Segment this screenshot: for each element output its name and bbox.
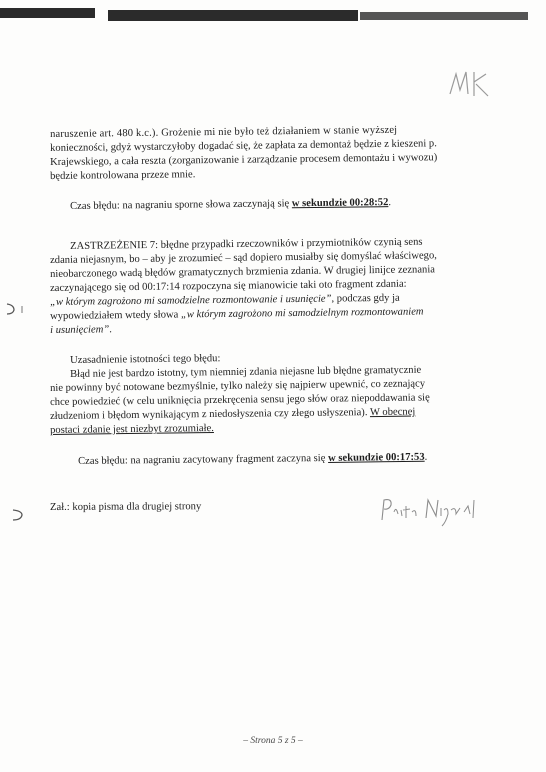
error-time-1-prefix: Czas błędu: na nagraniu sporne słowa zaczynają się <box>70 198 292 212</box>
z7-line5-rest: , podczas gdy ja <box>331 292 400 305</box>
z7-quote-recorded: „w którym zagrożono mi samodzielne rozmontowanie i usunięcie” <box>50 293 332 308</box>
para1-line3: Krajewskiego, a cała reszta (zorganizowanie i zarządzanie procesem demontażu i wywozu) <box>50 152 438 168</box>
z7-quote-actual-end: i usunięciem” <box>50 324 110 336</box>
margin-mark-1 <box>4 301 28 317</box>
z7-quote-actual: „w którym zagrożono mi samodzielnym rozmontowaniem <box>180 306 424 321</box>
z7-line1: ZASTRZEŻENIE 7: błędne przypadki rzeczowników i przymiotników czynią sens <box>70 236 423 252</box>
z7-line6-lead: wypowiedziałem wtedy słowa <box>50 309 182 322</box>
attachment-note: Zał.: kopia pisma dla drugiej strony <box>50 501 202 513</box>
z7-line7-rest: . <box>109 324 112 336</box>
page-footer: – Strona 5 z 5 – <box>243 736 303 746</box>
z7-line6 <box>50 306 424 323</box>
scan-edge-right <box>360 12 528 20</box>
justification-line5 <box>50 423 214 437</box>
scan-edge-left <box>0 8 95 18</box>
error-time-2-suffix: . <box>424 451 428 463</box>
handwritten-signature <box>378 492 488 532</box>
z7-line2: zdania niejasnym, bo – aby je zrozumieć – sąd dopiero musiałby się domyślać właściwego, <box>50 250 437 266</box>
justification-line2: nie powinny być notowane bezmyślnie, tylko należy się najpierw upewnić, co zeznający <box>50 378 426 394</box>
para1-line1: naruszenie art. 480 k.c.). Grożenie mi nie było też działaniem w stanie wyższej <box>50 124 398 140</box>
scan-edge-center <box>108 10 358 21</box>
justification-line4-lead: złudzeniom i błędom wynikającym z niedosłyszenia czy złego usłyszenia). <box>50 407 370 422</box>
error-time-1-suffix: . <box>388 197 392 209</box>
error-time-2-prefix: Czas błędu: na nagraniu zacytowany fragment zaczyna się <box>78 452 329 467</box>
z7-line7 <box>50 324 112 337</box>
justification-conclusion-end: postaci zdanie jest niezbyt zrozumiałe. <box>50 422 214 436</box>
para1-line4: będzie kontrolowana przeze mnie. <box>50 169 196 182</box>
justification-line4 <box>50 407 415 423</box>
error-time-1-value: w sekundzie 00:28:52 <box>291 197 389 210</box>
para1-line2: konieczności, gdyż wystarczyłoby dogadać się, że zapłata za demontaż będzie z kieszeni p. <box>50 138 437 154</box>
z7-line4: zaczynającego się od 00:17:14 rozpoczyna się mianowicie taki oto fragment zdania: <box>50 278 407 294</box>
justification-line1: Błąd nie jest bardzo istotny, tym niemniej zdania niejasne lub błędne gramatycznie <box>70 364 422 380</box>
error-time-2 <box>78 452 427 468</box>
justification-heading: Uzasadnienie istotności tego błędu: <box>70 353 221 366</box>
error-time-2-value: w sekundzie 00:17:53 <box>328 451 425 464</box>
error-time-1 <box>70 197 391 213</box>
justification-conclusion-start: W obecnej <box>369 406 416 419</box>
handwritten-initials <box>446 68 494 100</box>
z7-line3: nieobarczonego wadą błędów gramatycznych brzmienia zdania. W drugiej linijce zeznania <box>50 264 436 280</box>
margin-mark-2 <box>10 507 30 523</box>
justification-line3: chce powiedzieć (w celu uniknięcia przekręcenia sensu jego słów oraz niepoddawania się <box>50 392 430 408</box>
